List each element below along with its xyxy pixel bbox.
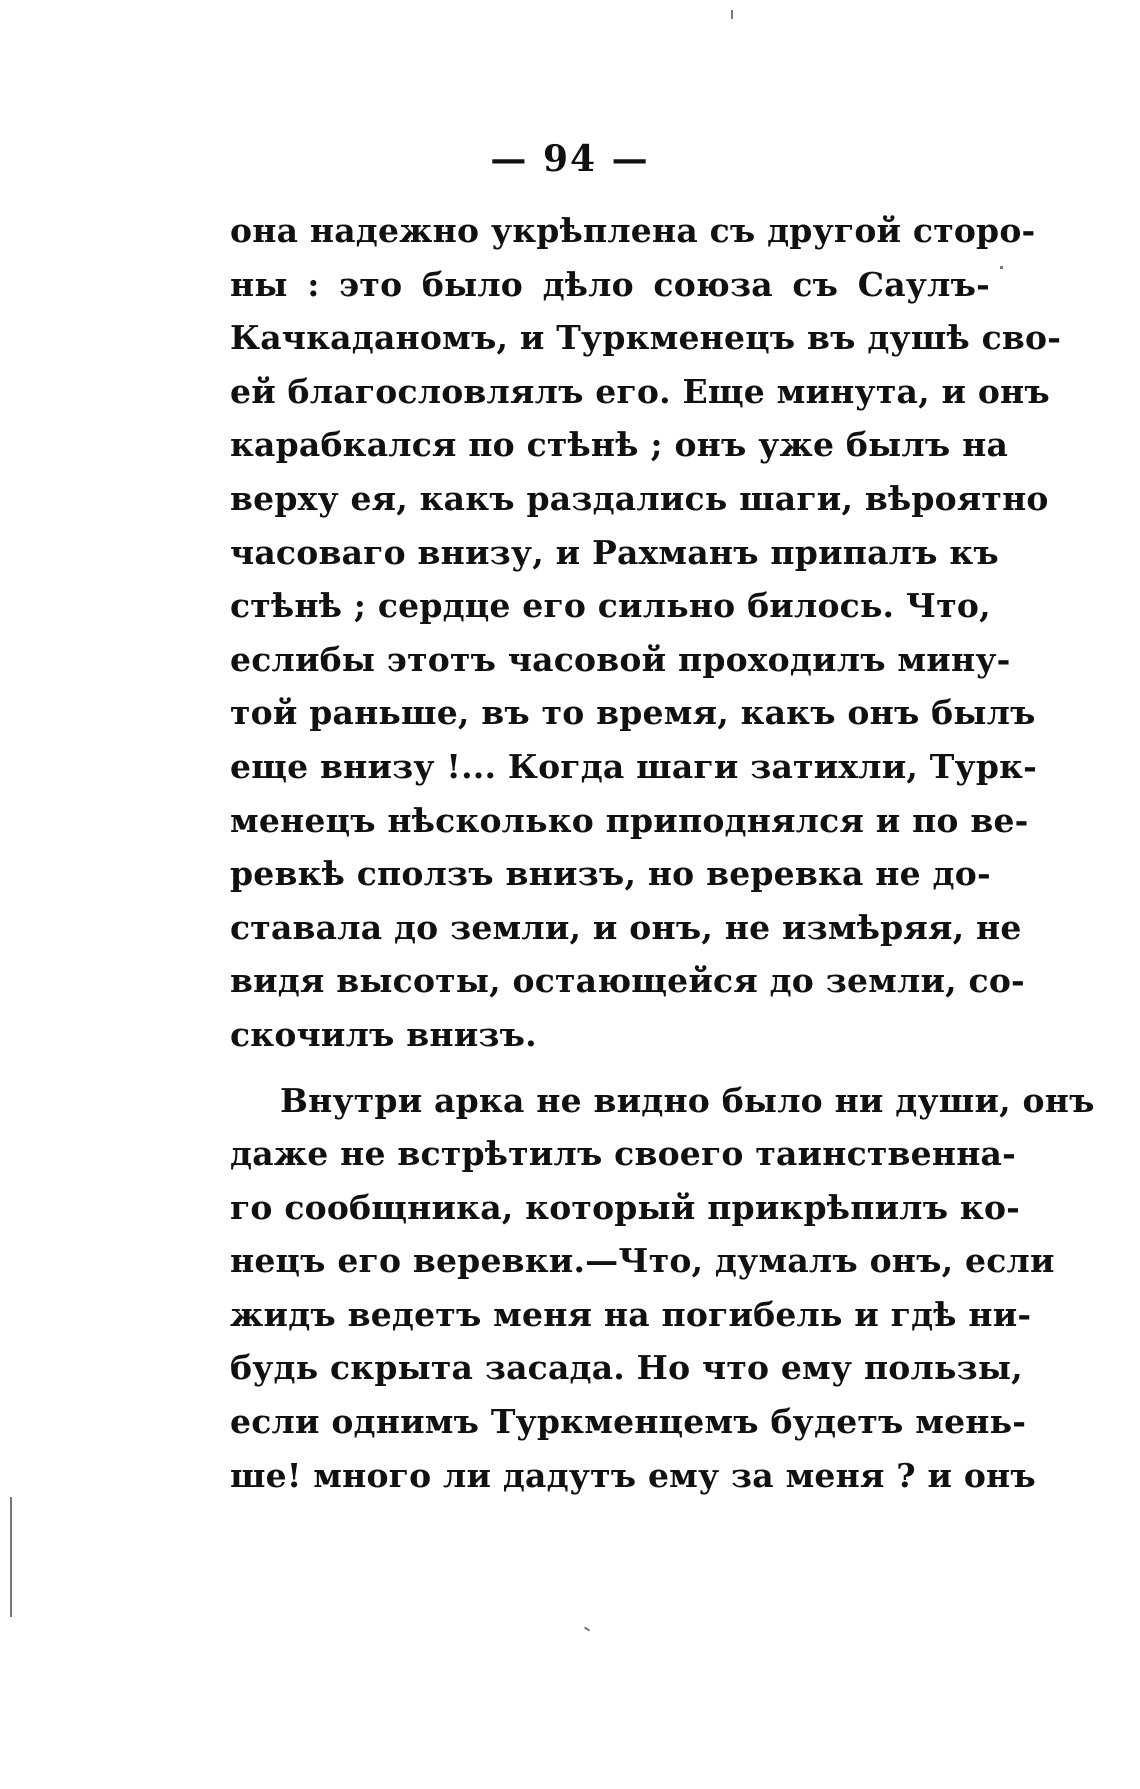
text-line: еще внизу !... Когда шаги затихли, Турк- — [230, 746, 1038, 786]
text-line: ны : это было дѣло союза съ Саулъ- — [230, 264, 990, 304]
text-line: нецъ его веревки.—Что, думалъ онъ, если — [230, 1241, 1055, 1281]
paragraph-1 — [230, 204, 1062, 1062]
text-line: го сообщника, который прикрѣпилъ ко- — [230, 1187, 1021, 1227]
scan-edge-line — [10, 1497, 12, 1617]
text-line: часоваго внизу, и Рахманъ припалъ къ — [230, 532, 999, 572]
text-line: карабкался по стѣнѣ ; онъ уже былъ на — [230, 425, 1009, 465]
body-text — [230, 204, 1095, 1502]
text-line: той раньше, въ то время, какъ онъ былъ — [230, 693, 1036, 733]
text-line: если однимъ Туркменцемъ будетъ мень- — [230, 1402, 1027, 1442]
scan-speck — [731, 10, 733, 19]
page-number: — 94 — — [490, 138, 650, 180]
scan-speck — [1000, 266, 1003, 269]
text-line: она надежно укрѣплена съ другой сторо- — [230, 211, 1036, 250]
text-line: будь скрыта засада. Но что ему пользы, — [230, 1348, 1023, 1388]
text-line: скочилъ внизъ. — [230, 1014, 537, 1054]
text-line: видя высоты, остающейся до земли, со- — [230, 961, 1025, 1001]
text-line: стѣнѣ ; сердце его сильно билось. Что, — [230, 586, 991, 626]
paragraph-2 — [230, 1074, 1095, 1503]
text-line: ставала до земли, и онъ, не измѣряя, не — [230, 907, 1022, 947]
text-line: ше! много ли дадутъ ему за меня ? и онъ — [230, 1455, 1036, 1495]
text-line: еслибы этотъ часовой проходилъ мину- — [230, 639, 1011, 679]
text-line: жидъ ведетъ меня на погибель и гдѣ ни- — [230, 1294, 1032, 1334]
text-line: верху ея, какъ раздались шаги, вѣроятно — [230, 478, 1049, 518]
text-line: Качкаданомъ, и Туркменецъ въ душѣ сво- — [230, 318, 1062, 358]
text-line: Внутри арка не видно было ни души, онъ — [280, 1080, 1095, 1120]
text-line: менецъ нѣсколько приподнялся и по ве- — [230, 800, 1029, 840]
text-line: даже не встрѣтилъ своего таинственна- — [230, 1134, 1017, 1174]
scan-speck — [584, 1626, 590, 1631]
text-line: ей благословлялъ его. Еще минута, и онъ — [230, 371, 1050, 411]
text-line: ревкѣ сползъ внизъ, но веревка не до- — [230, 854, 991, 894]
paragraph-gap — [230, 1062, 990, 1074]
